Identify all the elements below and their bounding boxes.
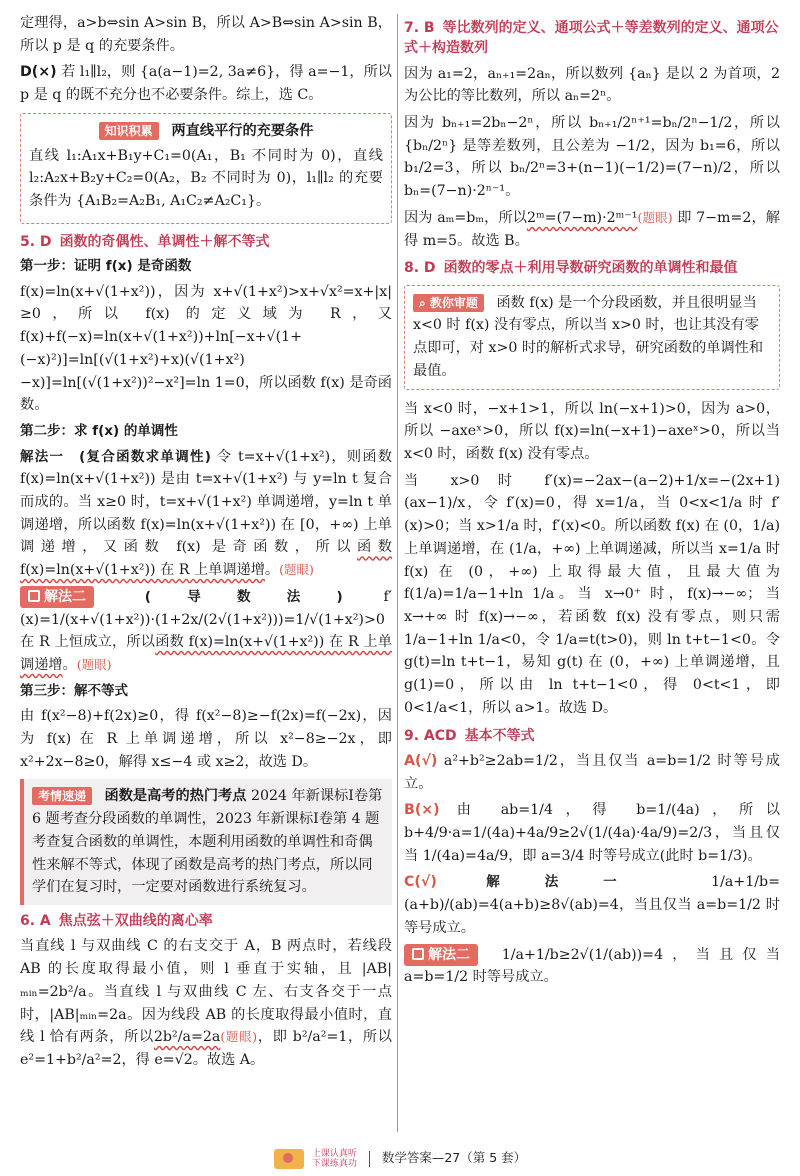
q6-number: 6. A <box>20 913 51 930</box>
q6-text2: ，即 b²/a²=1，所以 e²=1+b²/a²=2，得 e=√2。故选 A。 <box>20 1029 392 1068</box>
q7-title: 等比数列的定义、通项公式＋等差数列的定义、通项公式＋构造数列 <box>404 20 779 57</box>
knowledge-box <box>20 113 392 224</box>
q5-method1-tag: (题眼) <box>279 562 314 578</box>
q5-step3: 第三步：解不等式 <box>20 682 128 699</box>
knowledge-title-row <box>29 120 383 143</box>
q5-method1-key: 函数 f(x)=ln(x+√(1+x²)) 在 R 上单调递增 <box>20 539 392 579</box>
q6-title: 焦点弦＋双曲线的离心率 <box>58 913 213 930</box>
q9-c <box>404 871 780 939</box>
q8-title: 函数的零点＋利用导数研究函数的单调性和最值 <box>443 260 738 277</box>
q5-heading <box>20 232 392 252</box>
teach-box <box>404 285 780 390</box>
q5-method2-label: (导数法) <box>144 588 343 605</box>
q5-method2-tag: (题眼) <box>76 657 112 673</box>
q9-heading <box>404 726 780 746</box>
q8-p2: 当 x>0 时 f′(x)=−2ax−(a−2)+1/x=−(2x+1)(ax−1)/x，令 f′(x)=0，得 x=1/a，当 0<x<1/a 时 f′(x)>0；当 x>1/a 时，f′(x)<0。所以函数 f(x) 在 (0，1/a) 上单调递增，在 (1/a，+∞) 上单调递减，所以当 x=1/a 时 f(x) 在 (0，+∞) 上取得最大值，且最大值为 f(1/a)=1/a−1+ln 1/a。当 x→0⁺ 时，f(x)→−∞；当 x→+∞ 时 f(x)→−∞，若函数 f(x) 没有零点，则只需 1/a−1+ln 1/a<0，令 1/a=t(t>0)，则 ln t+t−1<0。令 g(t)=ln t+t−1，易知 g(t) 在 (0，+∞) 上单调递增，且 g(1)=0，所以由 ln t+t−1<0，得 0<t<1，即 0<1/a<1，所以 a>1。故选 D。 <box>404 472 780 716</box>
magnifier-icon: ⌕ <box>419 295 426 310</box>
footer-brand <box>312 1149 357 1169</box>
teach-badge-text: 教你审题 <box>429 295 478 310</box>
column-divider <box>397 14 398 1132</box>
q9-number: 9. ACD <box>404 727 457 744</box>
right-column <box>404 12 780 1132</box>
q6-heading <box>20 911 392 931</box>
left-p2-text: 若 l₁∥l₂，则 {a(a−1)=2, 3a≠6}，得 a=−1，所以 p 是 q 的既不充分也不必要条件。综上，选 C。 <box>20 64 392 104</box>
option-b-text: 由 ab=1/4，得 b=1/(4a)，所以 b+4/9·a=1/(4a)+4a/9≥2√(1/(4a)·4a/9)=2/3，当且仅当 1/(4a)=4a/9，即 a=3/4 时等号成立(此时 b=1/3)。 <box>404 802 780 864</box>
q8-number: 8. D <box>404 260 436 277</box>
option-b-label: B(×) <box>404 802 440 819</box>
q5-number: 5. D <box>20 233 52 250</box>
q8-heading <box>404 258 780 278</box>
footer-brand-line1: 上课认真听 <box>311 1148 357 1159</box>
left-column <box>20 12 392 1132</box>
q5-p1: f(x)=ln(x+√(1+x²))，因为 x+√(1+x²)>x+√x²=x+|x|≥0，所以 f(x) 的定义域为 R，又 f(x)+f(−x)=ln(x+√(1+x²))+ln[−x+√(1+(−x)²)]=ln[(√(1+x²)+x)(√(1+x²)−x)]=ln[(√(1+x²))²−x²]=ln 1=0，所以函数 f(x) 是奇函数。 <box>20 283 392 414</box>
q7-number: 7. B <box>404 20 435 36</box>
option-a-label: A(√) <box>404 752 438 769</box>
option-d-label: D(×) <box>20 64 57 81</box>
q5-method1-end: 。 <box>264 562 280 579</box>
knowledge-title: 两直线平行的充要条件 <box>171 122 314 139</box>
q7-p3-a: 因为 aₘ=bₘ，所以 <box>404 209 528 226</box>
q5-method2-badge-text: 解法二 <box>44 588 86 605</box>
q5-method2-badge <box>20 586 94 608</box>
teach-text: 函数 f(x) 是一个分段函数，并且很明显当 x<0 时 f(x) 没有零点，所以当 x>0 时，也让其没有零点即可，对 x>0 时的解析式求导，研究函数的单调性和最值。 <box>413 294 764 379</box>
option-c-label: C(√) <box>404 874 437 891</box>
footer-separator <box>369 1151 370 1167</box>
q7-p3-b: 即 7−m=2，解得 m=5。故选 B。 <box>404 209 780 249</box>
q7-p1: 因为 a₁=2，aₙ₊₁=2aₙ，所以数列 {aₙ} 是以 2 为首项，2 为公比的等比数列，所以 aₙ=2ⁿ。 <box>404 65 780 105</box>
q6-key: 2b²/a=2a <box>153 1029 221 1046</box>
pencil-icon <box>28 590 40 602</box>
footer-page-label: 数学答案—27（第 5 套） <box>381 1150 527 1165</box>
q7-key: 2ᵐ=(7−m)·2ᵐ⁻¹ <box>527 209 638 226</box>
q9-b <box>404 799 780 867</box>
q5-method1 <box>20 446 392 582</box>
q5-method1-label: 解法一 (复合函数求单调性) <box>20 448 211 465</box>
q5-method2 <box>20 586 392 677</box>
q9-c2 <box>404 944 780 989</box>
q5-step1: 第一步：证明 f(x) 是奇函数 <box>20 258 192 275</box>
q6-tag: (题眼) <box>220 1029 258 1045</box>
q9-a <box>404 750 780 795</box>
exam-badge: 考情速递 <box>32 787 92 805</box>
option-c-method1: 解法一 <box>486 874 662 891</box>
option-c-text: 1/a+1/b=(a+b)/(ab)=4(a+b)≥8√(ab)=4，当且仅当 a=b=1/2 时等号成立。 <box>404 874 780 936</box>
page-footer <box>0 1148 800 1169</box>
q5-method2-key: 函数 f(x)=ln(x+√(1+x²)) 在 R 上单调递增 <box>20 634 392 674</box>
option-a-text: a²+b²≥2ab=1/2，当且仅当 a=b=1/2 时等号成立。 <box>404 752 780 792</box>
q5-p3: 由 f(x²−8)+f(2x)≥0，得 f(x²−8)≥−f(2x)=f(−2x)，因为 f(x) 在 R 上单调递增，所以 x²−8≥−2x，即 x²+2x−8≥0，解得 x≤−4 或 x≥2，故选 D。 <box>20 708 392 770</box>
q5-title: 函数的奇偶性、单调性＋解不等式 <box>59 233 270 250</box>
exam-text: 2024 年新课标Ⅰ卷第 6 题考查分段函数的单调性，2023 年新课标Ⅰ卷第 4 题考查复合函数的单调性，本题利用函数的单调性和奇偶性来解不等式，体现了函数是高考的热门考点，所以同学们在复习时，一定要对函数进行系统复习。 <box>32 788 383 896</box>
exam-title: 函数是高考的热门考点 <box>104 788 247 805</box>
q7-tag: (题眼) <box>637 209 673 225</box>
q5-method1-text: 令 t=x+√(1+x²)，则函数 f(x)=ln(x+√(1+x²)) 是由 t=x+√(1+x²) 与 y=ln t 复合而成的。当 x≥0 时，t=x+√(1+x²) 单调递增，y=ln t 单调递增，所以函数 f(x)=ln(x+√(1+x²)) 在 [0，+∞) 上单调递增，又函数 f(x) 是奇函数，所以 <box>20 448 392 556</box>
knowledge-text: 直线 l₁:A₁x+B₁y+C₁=0(A₁，B₁ 不同时为 0)，直线 l₂:A₂x+B₂y+C₂=0(A₂，B₂ 不同时为 0)，l₁∥l₂ 的充要条件为 {A₁B₂=A₂B₁, A₁C₂≠A₂C₁}。 <box>29 147 383 210</box>
q7-p3 <box>404 207 780 252</box>
left-p1: 定理得，a>b⇔sin A>sin B，所以 A>B⇔sin A>sin B，所以 p 是 q 的充要条件。 <box>20 15 392 54</box>
q6-p <box>20 935 392 1071</box>
exam-box <box>20 779 392 905</box>
q7-heading <box>404 18 780 59</box>
left-p2 <box>20 61 392 106</box>
teach-badge <box>413 294 484 312</box>
q9-method2-badge-text: 解法二 <box>428 946 470 963</box>
q5-method2-end: 。 <box>62 657 77 674</box>
knowledge-badge: 知识积累 <box>99 122 159 140</box>
q6-text1: 当直线 l 与双曲线 C 的右支交于 A，B 两点时，若线段 AB 的长度取得最小值，则 l 垂直于实轴，且 |AB|ₘᵢₙ=2b²/a。当直线 l 与双曲线 C 左、右支各交于一点时，|AB|ₘᵢₙ=2a。因为线段 AB 的长度取得最小值时，直线 l 恰有两条，所以 <box>20 938 392 1046</box>
pencil-icon <box>412 948 424 960</box>
q5-step2: 第二步：求 f(x) 的单调性 <box>20 422 178 439</box>
q7-p2: 因为 bₙ₊₁=2bₙ−2ⁿ，所以 bₙ₊₁/2ⁿ⁺¹=bₙ/2ⁿ−1/2，所以 {bₙ/2ⁿ} 是等差数列，且公差为 −1/2，因为 b₁=6，所以 b₁/2=3，所以 bₙ/2ⁿ=3+(n−1)(−1/2)=(7−n)/2，所以 bₙ=(7−n)·2ⁿ⁻¹。 <box>404 115 780 200</box>
q9-method2-badge <box>404 944 478 966</box>
publisher-logo-icon <box>274 1149 304 1169</box>
option-c-method2-text: 1/a+1/b≥2√(1/(ab))=4，当且仅当 a=b=1/2 时等号成立。 <box>404 946 780 986</box>
q5-method2-text: f′(x)=1/(x+√(1+x²))·(1+2x/(2√(1+x²)))=1/√(1+x²)>0 在 R 上恒成立，所以 <box>20 588 392 651</box>
q9-title: 基本不等式 <box>464 727 535 744</box>
q8-p1: 当 x<0 时，−x+1>1，所以 ln(−x+1)>0，因为 a>0，所以 −axeˣ>0，所以 f(x)=ln(−x+1)−axeˣ>0，所以当 x<0 时，函数 f(x) 没有零点。 <box>404 400 780 462</box>
footer-brand-line2: 下课练真功 <box>311 1158 357 1169</box>
